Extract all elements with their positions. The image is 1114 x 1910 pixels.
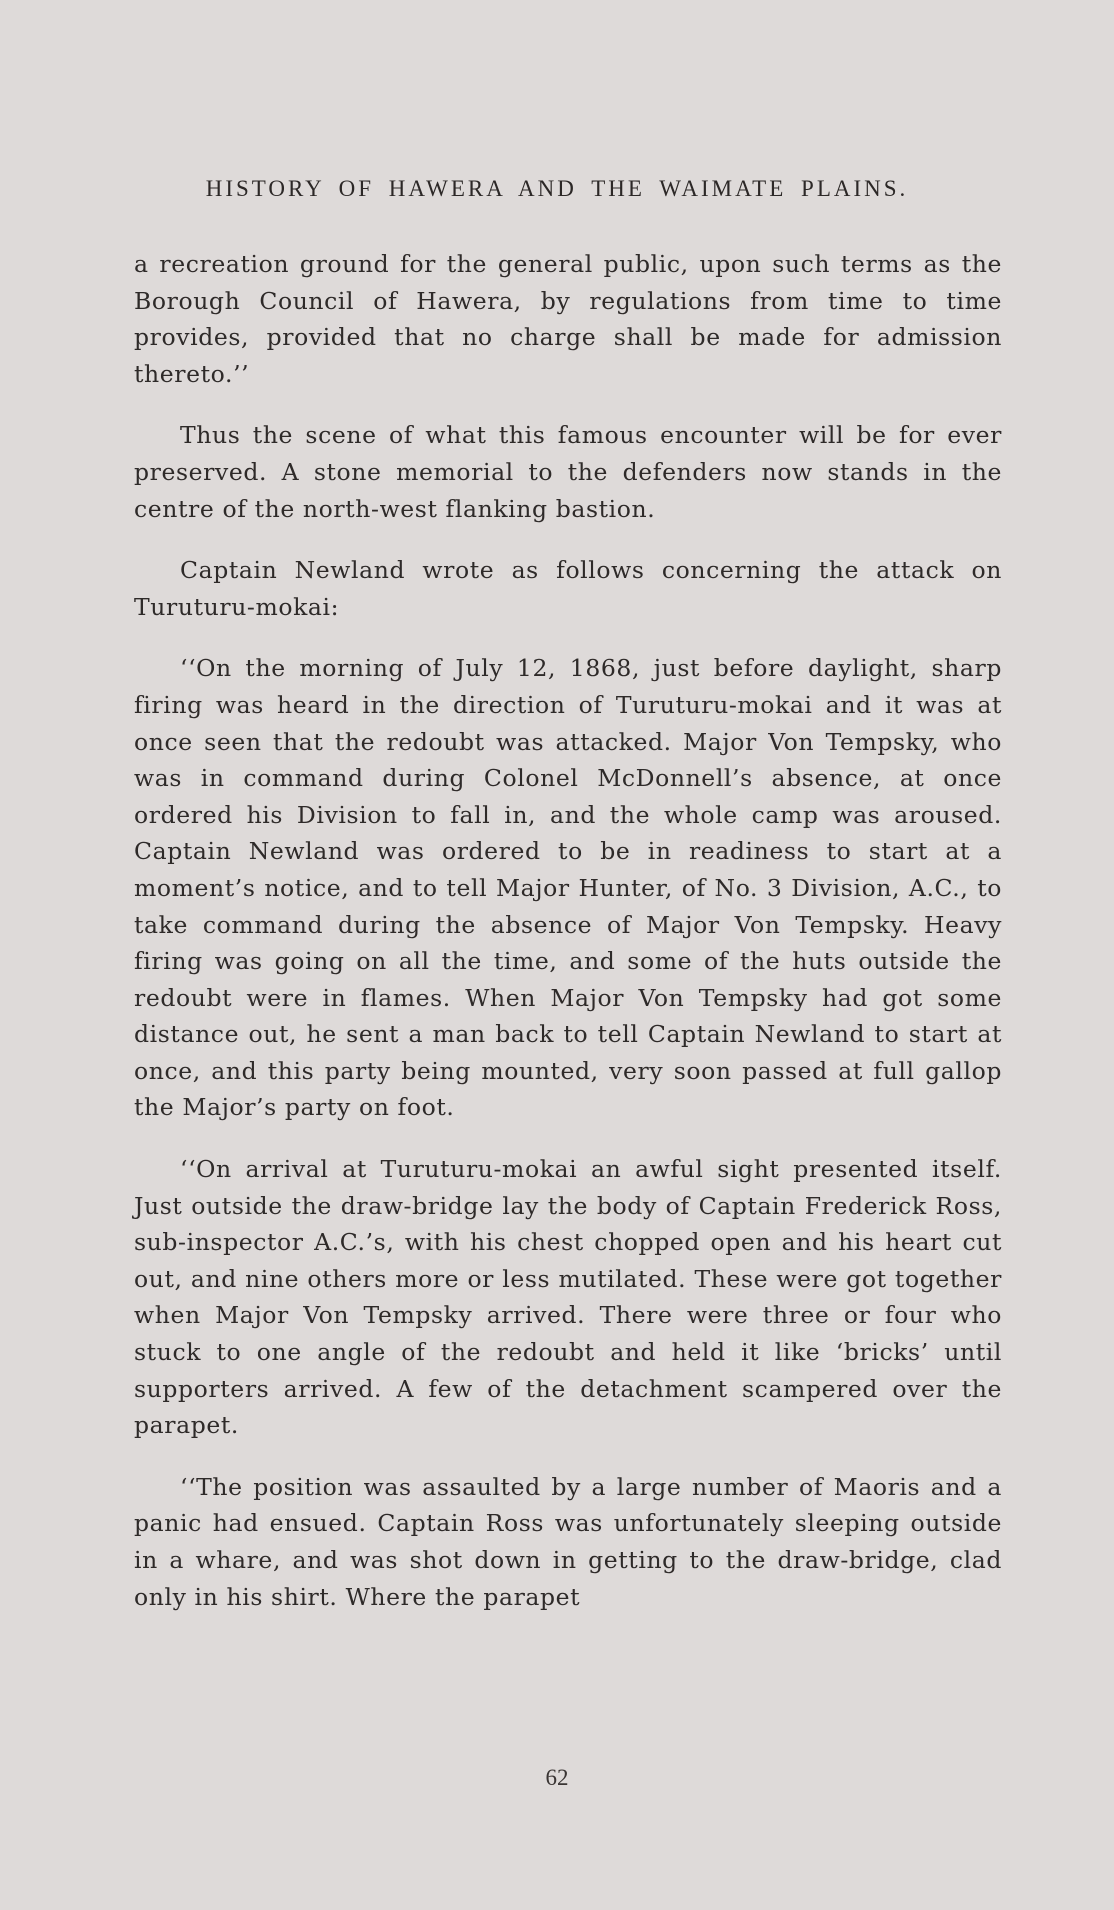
paragraph-position-assaulted: ‘‘The position was assaulted by a large number of Maoris and a panic had ensued. Captain Ross was unfortunately sleeping outside in a whare, and was shot down in getting to the draw-bridge, clad only in his shirt. Where the parapet <box>134 1472 1002 1611</box>
paragraph-morning-attack: ‘‘On the morning of July 12, 1868, just before daylight, sharp firing was heard in the direction of Turuturu-mokai and it was at once seen that the redoubt was attacked. Major Von Tempsky, who was in command during Colonel McDonnell’s absence, at once ordered his Division to fall in, and the whole camp was aroused. Captain Newland was ordered to be in readiness to start at a moment’s notice, and to tell Major Hunter, of No. 3 Division, A.C., to take command during the absence of Major Von Tempsky. Heavy firing was going on all the time, and some of the huts outside the redoubt were in flames. When Major Von Tempsky had got some distance out, he sent a man back to tell Captain Newland to start at once, and this party being mounted, very soon passed at full gallop the Major’s party on foot. <box>134 654 1002 1122</box>
paragraph-scene-preserved: Thus the scene of what this famous encounter will be for ever preserved. A stone memorial to the defenders now stands in the centre of the north-west flanking bastion. <box>134 421 1002 523</box>
paragraph-recreation-ground: a recreation ground for the general public, upon such terms as the Borough Council of Hawera, by regulations from time to time provides, provided that no charge shall be made for admission thereto.’’ <box>134 250 1002 388</box>
running-header: HISTORY OF HAWERA AND THE WAIMATE PLAINS. <box>205 176 909 201</box>
body-text <box>134 246 1002 1640</box>
paragraph-arrival: ‘‘On arrival at Turuturu-mokai an awful sight presented itself. Just outside the draw-bridge lay the body of Captain Frederick Ross, sub-inspector A.C.’s, with his chest chopped open and his heart cut out, and nine others more or less mutilated. These were got together when Major Von Tempsky arrived. There were three or four who stuck to one angle of the redoubt and held it like ‘bricks’ until supporters arrived. A few of the detachment scampered over the parapet. <box>134 1155 1002 1440</box>
paragraph-captain-newland-intro: Captain Newland wrote as follows concerning the attack on Turuturu-mokai: <box>134 556 1002 621</box>
page-number: 62 <box>545 1765 569 1790</box>
